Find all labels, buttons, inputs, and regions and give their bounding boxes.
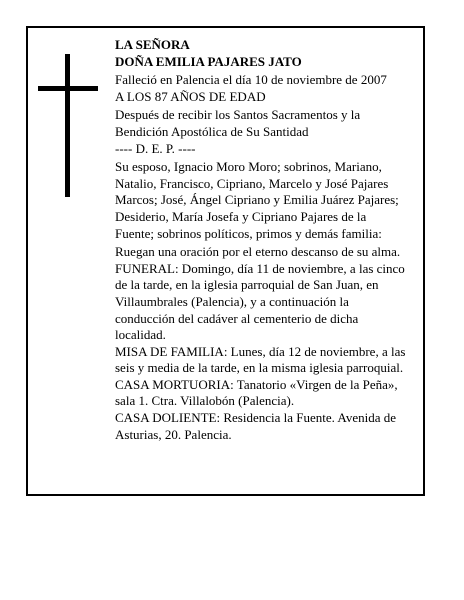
funeral-details: FUNERAL: Domingo, día 11 de noviembre, a las cinco de la tarde, en la iglesia parroquial de San Juan, en Villaumbrales (Palencia), y a continuación la conducción del cadáver al cementerio de dicha localidad. bbox=[115, 260, 405, 343]
death-statement: Falleció en Palencia el día 10 de noviembre de 2007 bbox=[115, 72, 387, 88]
rip-line: ---- D. E. P. ---- bbox=[115, 140, 196, 156]
residence-details: CASA DOLIENTE: Residencia la Fuente. Avenida de Asturias, 20. Palencia. bbox=[115, 410, 397, 442]
cross-vertical-bar bbox=[65, 54, 70, 197]
sacraments-statement: Después de recibir los Santos Sacramentos y la Bendición Apostólica de Su Santidad bbox=[115, 107, 361, 139]
family-mass-details: MISA DE FAMILIA: Lunes, día 12 de noviembre, a las seis y media de la tarde, en la misma iglesia parroquial. bbox=[115, 343, 406, 376]
obituary-title: LA SEÑORA bbox=[115, 37, 190, 52]
mortuary-details: CASA MORTUORIA: Tanatorio «Virgen de la Peña», sala 1. Ctra. Villalobón (Palencia). bbox=[115, 376, 398, 409]
cross-horizontal-bar bbox=[38, 86, 98, 91]
family-list: Su esposo, Ignacio Moro Moro; sobrinos, Mariano, Natalio, Francisco, Cipriano, Marcelo y José Pajares Marcos; José, Ángel Cipriano y Emilia Juárez Pajares; Desiderio, María Josefa y Cipriano Pajares de la Fuente; sobrinos políticos, primos y demás familia: bbox=[115, 159, 399, 241]
obituary-text bbox=[115, 37, 427, 443]
prayer-request: Ruegan una oración por el eterno descanso de su alma. bbox=[115, 244, 401, 260]
age-statement: A LOS 87 AÑOS DE EDAD bbox=[115, 88, 266, 104]
deceased-name: DOÑA EMILIA PAJARES JATO bbox=[115, 53, 302, 69]
